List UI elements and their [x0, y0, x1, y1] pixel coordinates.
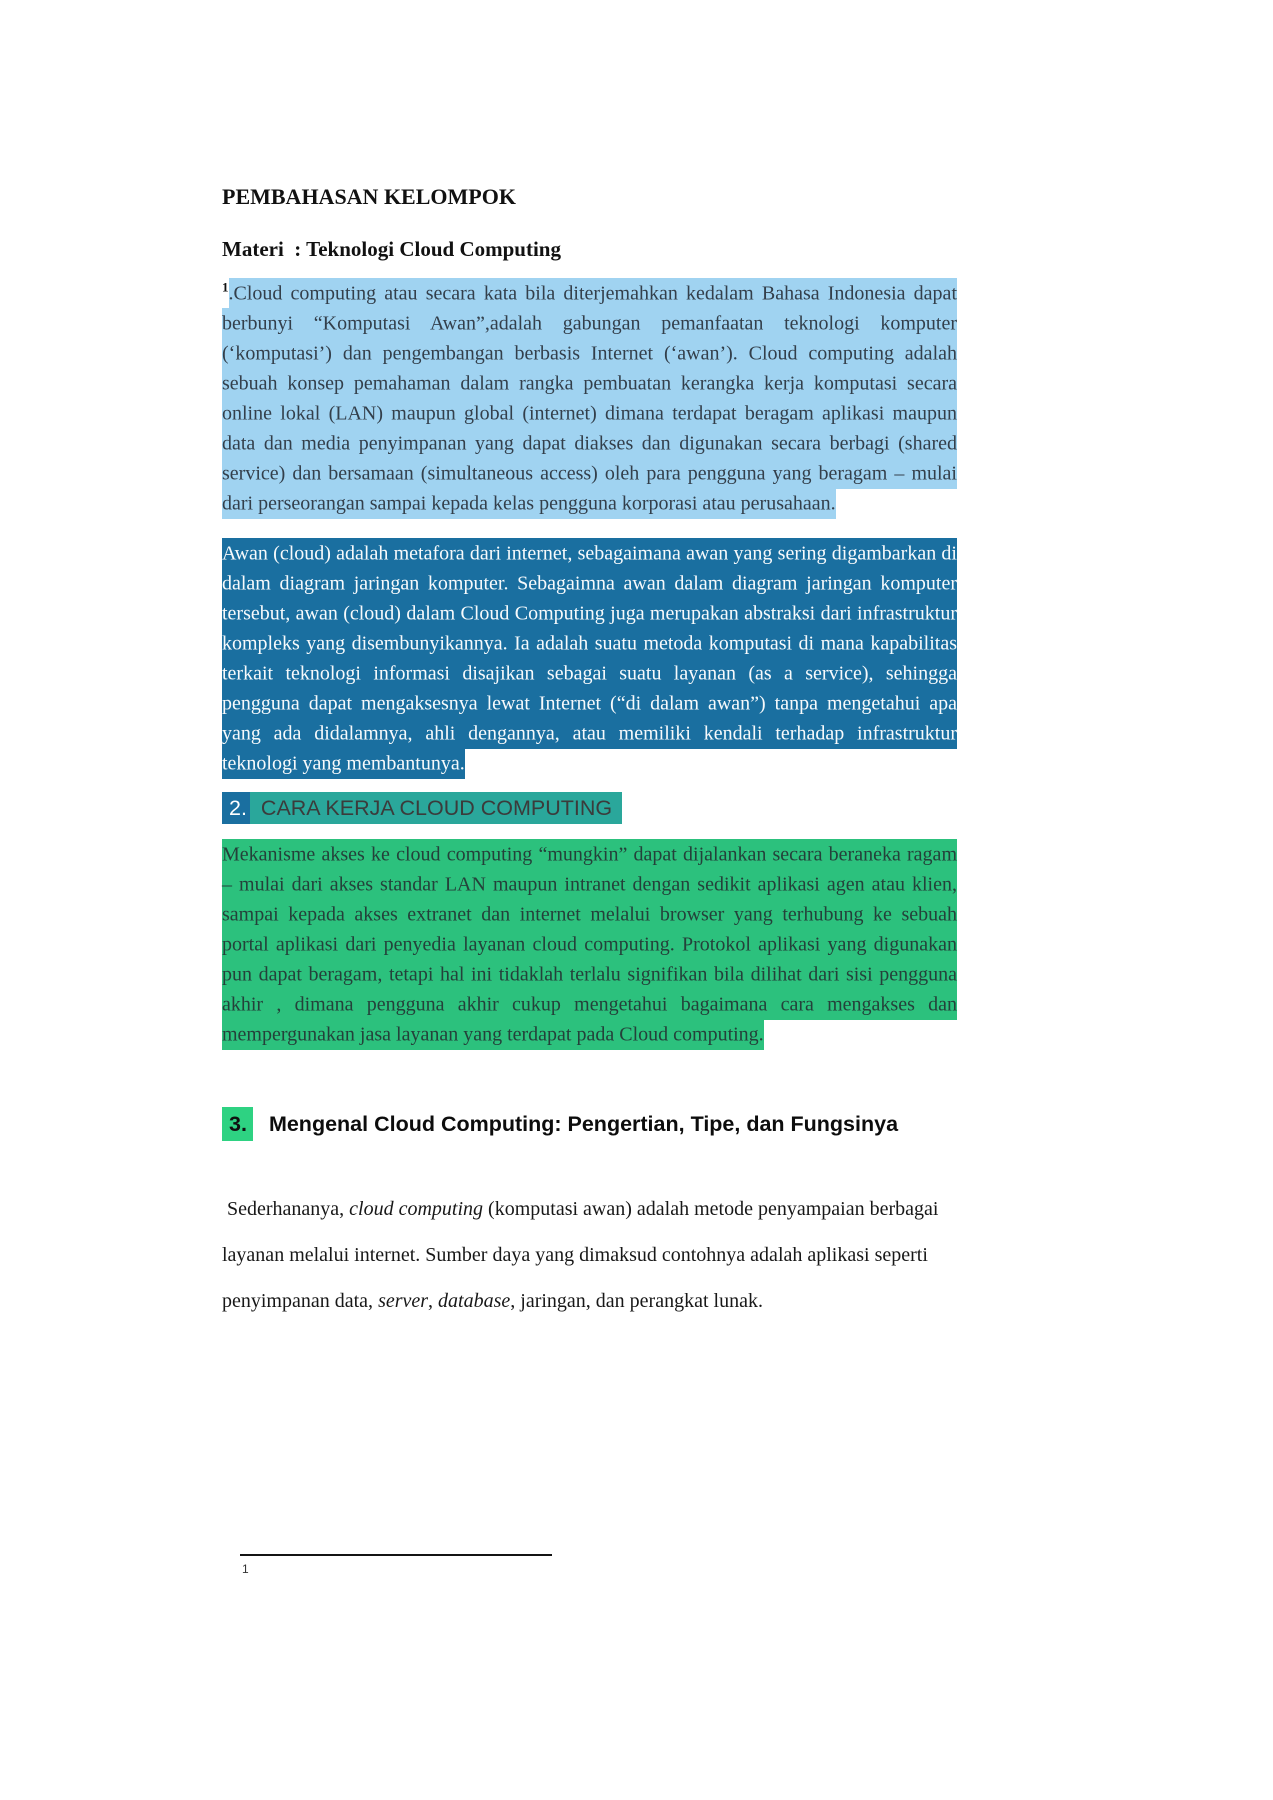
body-text: (komputasi awan) adalah metode penyampaian berbagai layanan melalui internet. Sumber daya yang dimaksud contohnya adalah aplikasi seperti penyimpanan data,: [222, 1198, 939, 1312]
heading-label-teal: CARA KERJA CLOUD COMPUTING: [250, 792, 622, 824]
heading-label-bold: Mengenal Cloud Computing: Pengertian, Tipe, dan Fungsinya: [268, 1112, 899, 1136]
heading-cara-kerja-cloud-computing: [222, 797, 957, 819]
footnote-area: [240, 1554, 552, 1576]
highlighted-text-light-blue: .Cloud computing atau secara kata bila diterjemahkan kedalam Bahasa Indonesia dapat berbunyi “Komputasi Awan”,adalah gabungan pemanfaatan teknologi komputer (‘komputasi’) dan pengembangan berbasis Internet (‘awan’). Cloud computing adalah sebuah konsep pemahaman dalam rangka pembuatan kerangka kerja komputasi secara online lokal (LAN) maupun global (internet) dimana terdapat beragam aplikasi maupun data dan media penyimpanan yang dapat diakses dan digunakan secara berbagi (shared service) dan bersamaan (simultaneous access) oleh para pengguna yang beragam – mulai dari perseorangan sampai kepada kelas pengguna korporasi atau perusahaan.: [222, 278, 957, 519]
heading-number-badge-green: 3.: [222, 1107, 253, 1141]
document-subtitle: Materi : Teknologi Cloud Computing: [222, 237, 561, 261]
paragraph-cloud-metaphor: [222, 538, 957, 778]
italic-term-server: server: [378, 1290, 429, 1312]
footnote-number: 1: [242, 1562, 249, 1576]
paragraph-sederhananya: [222, 1186, 957, 1324]
highlighted-text-dark-blue: Awan (cloud) adalah metafora dari internet, sebagaimana awan yang sering digambarkan di dalam diagram jaringan komputer. Sebagaimna awan dalam diagram jaringan komputer tersebut, awan (cloud) dalam Cloud Computing juga merupakan abstraksi dari infrastruktur kompleks yang disembunyikannya. Ia adalah suatu metoda komputasi di mana kapabilitas terkait teknologi informasi disajikan sebagai suatu layanan (as a service), sehingga pengguna dapat mengaksesnya lewat Internet (“di dalam awan”) tanpa mengetahui apa yang ada didalamnya, ahli dengannya, atau memiliki kendali terhadap infrastruktur teknologi yang membantunya.: [222, 538, 957, 779]
body-text: ,: [428, 1290, 439, 1312]
footnote-reference-mark: 1: [222, 279, 229, 295]
body-text: Sederhananya,: [227, 1198, 350, 1220]
italic-term-cloud-computing: cloud computing: [349, 1198, 484, 1220]
document-title: PEMBAHASAN KELOMPOK: [222, 184, 516, 209]
paragraph-cloud-definition: [222, 278, 957, 518]
heading-mengenal-cloud-computing: [222, 1112, 957, 1136]
heading-number-badge: 2.: [222, 792, 250, 824]
body-text: , jaringan, dan perangkat lunak.: [510, 1290, 763, 1312]
paragraph-mekanisme-akses: [222, 839, 957, 1049]
italic-term-database: database: [438, 1290, 511, 1312]
highlighted-text-green: Mekanisme akses ke cloud computing “mungkin” dapat dijalankan secara beraneka ragam – mulai dari akses standar LAN maupun intranet dengan sedikit aplikasi agen atau klien, sampai kepada akses extranet dan internet melalui browser yang terhubung ke sebuah portal aplikasi dari penyedia layanan cloud computing. Protokol aplikasi yang digunakan pun dapat beragam, tetapi hal ini tidaklah terlalu signifikan bila dilihat dari sisi pengguna akhir , dimana pengguna akhir cukup mengetahui bagaimana cara mengakses dan mempergunakan jasa layanan yang terdapat pada Cloud computing.: [222, 839, 957, 1050]
document-content: [222, 184, 957, 1324]
